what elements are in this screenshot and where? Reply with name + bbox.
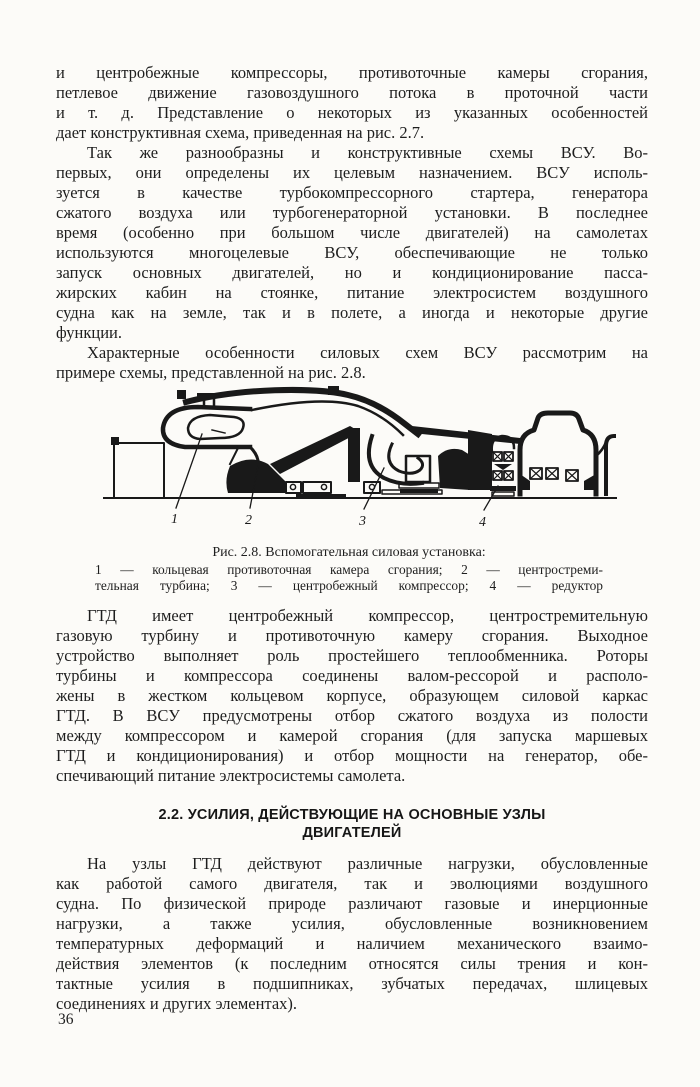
text-line: дает конструктивная схема, приведенная на рис. 2.7.: [56, 123, 425, 142]
text-line: жены в жестком кольцевом корпусе, образующем силовой каркас: [56, 686, 648, 705]
text-line: ГТД и кондиционирования) и отбор мощности на генератор, обе-: [56, 746, 648, 765]
text-line: газовую турбину и противоточную камеру сгорания. Выходное: [56, 626, 648, 645]
text-line: ГТД. В ВСУ предусмотрены отбор сжатого воздуха из полости: [56, 706, 648, 725]
text-line: сжатого воздуха или турбогенераторной установки. В последнее: [56, 203, 648, 222]
text-line: жирских кабин на стоянке, питание электросистем воздушного: [56, 283, 648, 302]
text-line: спечивающий питание электросистемы самолета.: [56, 766, 406, 785]
text-line: температурных деформаций и наличием механического взаимо-: [56, 934, 648, 953]
text-line: 2.2. УСИЛИЯ, ДЕЙСТВУЮЩИЕ НА ОСНОВНЫЕ УЗЛЫ: [158, 807, 546, 823]
figure-part-label-1: 1: [171, 512, 178, 527]
text-line: судна. По физической природе различают газовые и инерционные: [56, 894, 648, 913]
text-line: петлевое движение газовоздушного потока в проточной части: [56, 83, 648, 102]
text-column-bottom: [56, 854, 648, 1014]
text-line: и т. д. Представление о некоторых из указанных особенностей: [56, 103, 648, 122]
text-line: как работой самого двигателя, так и эволюциями воздушного: [56, 874, 648, 893]
text-line: зуется в качестве турбокомпрессорного стартера, генератора: [56, 183, 648, 202]
paragraph-continuation: [56, 63, 648, 143]
text-line: и центробежные компрессоры, противоточные камеры сгорания,: [56, 63, 648, 82]
text-line: ДВИГАТЕЛЕЙ: [302, 825, 402, 841]
text-line: Так же разнообразны и конструктивные схемы ВСУ. Во-: [87, 143, 648, 162]
text-line: Характерные особенности силовых схем ВСУ рассмотрим на: [87, 343, 648, 362]
text-line: между компрессором и камерой сгорания (для запуска маршевых: [56, 726, 648, 745]
figure-part-label-4: 4: [479, 515, 486, 530]
text-line: действия элементов (к последним относятся силы трения и кон-: [56, 954, 648, 973]
text-line: время (особенно при большом числе двигателей) на самолетах: [56, 223, 648, 242]
text-line: нагрузки, а также усилия, обусловленные возникновением: [56, 914, 648, 933]
figure-2-8: [100, 386, 620, 536]
figure-caption-legend: [95, 562, 603, 593]
figure-caption-title: Рис. 2.8. Вспомогательная силовая установка:: [212, 545, 486, 560]
text-line: ГТД имеет центробежный компрессор, центростремительную: [87, 606, 648, 625]
text-column-top: [56, 63, 648, 383]
text-line: примере схемы, представленной на рис. 2.8.: [56, 363, 366, 382]
text-line: На узлы ГТД действуют различные нагрузки, обусловленные: [87, 854, 648, 873]
paragraph-loads-description: [56, 854, 648, 1014]
text-line: судна как на земле, так и в полете, а иногда и некоторые другие: [56, 303, 648, 322]
apu-cross-section-drawing: [100, 386, 620, 536]
text-line: соединениях и других элементах).: [56, 994, 298, 1013]
text-line: устройство выполняет роль простейшего теплообменника. Роторы: [56, 646, 648, 665]
page-number: 36: [58, 1011, 74, 1028]
paragraph-gtd-description: [56, 606, 648, 786]
text-line: запуск основных двигателей, но и кондиционирование пасса-: [56, 263, 648, 282]
text-line: турбины и компрессора соединены валом-рессорой и располо-: [56, 666, 648, 685]
text-column-middle: [56, 606, 648, 786]
text-line: функции.: [56, 323, 122, 342]
paragraph-figure-intro: [56, 343, 648, 383]
paragraph-vsu-schemes: [56, 143, 648, 343]
figure-caption: [95, 544, 603, 593]
text-line: тактные усилия в подшипниках, зубчатых передачах, шлицевых: [56, 974, 648, 993]
figure-part-label-3: 3: [359, 514, 366, 529]
section-heading-2-2: [56, 806, 648, 842]
text-line: 1 — кольцевая противоточная камера сгорания; 2 — центростреми-: [95, 562, 603, 577]
text-line: тельная турбина; 3 — центробежный компрессор; 4 — редуктор: [95, 577, 603, 593]
text-line: используются многоцелевые ВСУ, обеспечивающие не только: [56, 243, 648, 262]
text-line: первых, они определены их целевым назначением. ВСУ исполь-: [56, 163, 648, 182]
figure-part-label-2: 2: [245, 513, 252, 528]
